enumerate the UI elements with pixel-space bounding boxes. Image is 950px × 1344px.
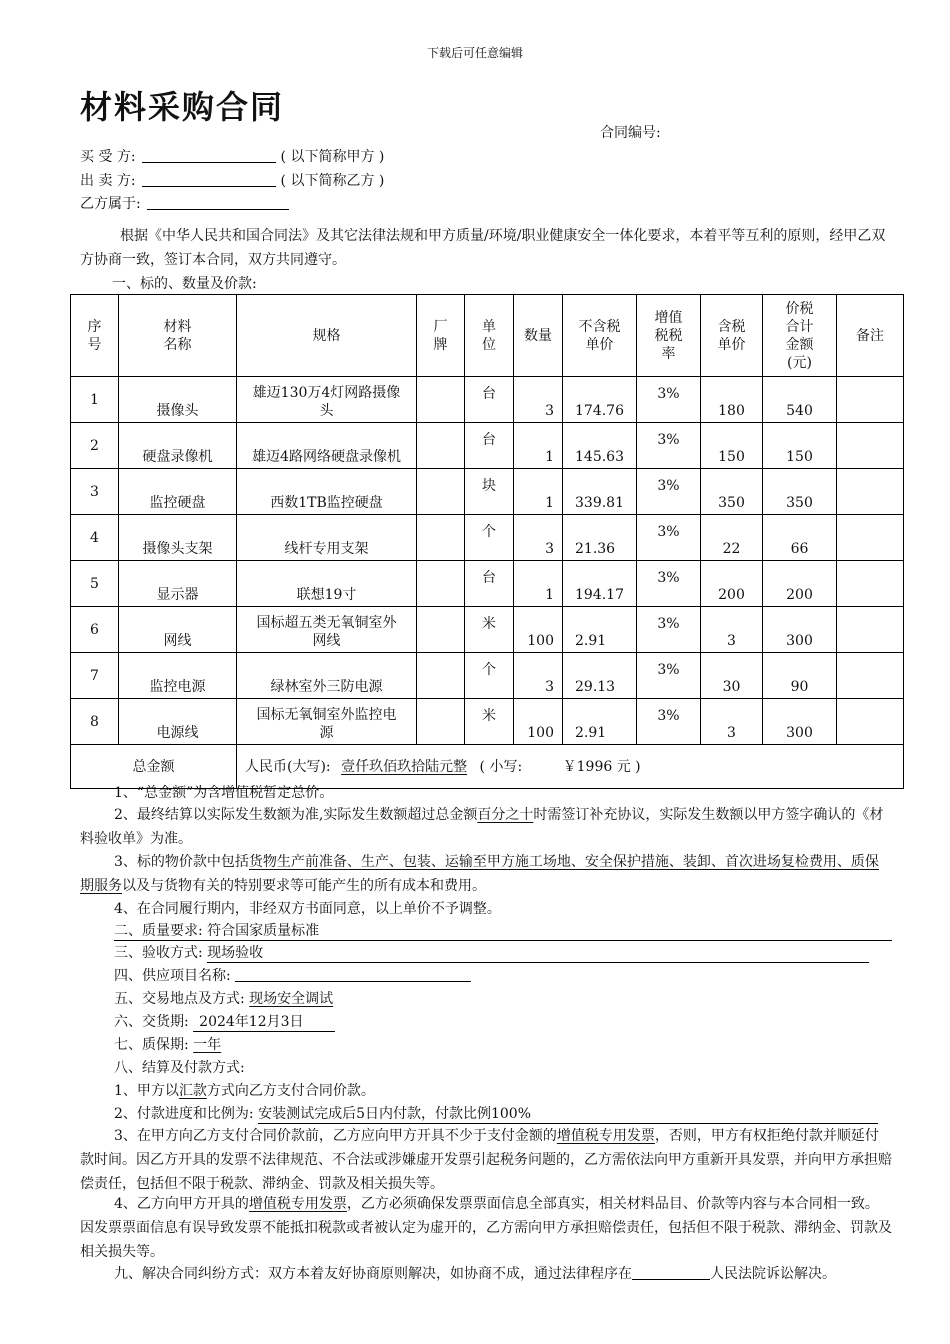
- cell-brand: [417, 561, 465, 607]
- project-blank[interactable]: [235, 967, 471, 982]
- cell-no: [71, 377, 119, 423]
- cell-unit-text: 台: [482, 386, 496, 402]
- total-label: 总金额: [71, 745, 237, 789]
- cell-total: [763, 653, 837, 699]
- cell-total-text: 66: [790, 541, 809, 557]
- cell-price-ex: [563, 699, 637, 745]
- cell-name: [119, 469, 237, 515]
- cell-total-text: 300: [786, 725, 813, 741]
- cell-spec: [237, 607, 417, 653]
- delivery-line: [114, 1013, 335, 1032]
- table-row: [71, 699, 904, 745]
- cell-name: [119, 653, 237, 699]
- cell-price-ex: [563, 607, 637, 653]
- cell-no-text: 4: [90, 529, 99, 546]
- cell-qty-text: 3: [545, 541, 554, 557]
- cell-unit: [465, 377, 514, 423]
- cell-unit-text: 台: [482, 432, 496, 448]
- cell-price-inc-text: 3: [727, 633, 736, 649]
- belongs-line: [80, 195, 289, 213]
- cell-spec: [237, 515, 417, 561]
- cell-price-inc-text: 180: [718, 403, 745, 419]
- cell-qty: [514, 515, 563, 561]
- cell-vat-text: 3%: [657, 708, 680, 724]
- cell-spec: [237, 699, 417, 745]
- payment-schedule: 安装测试完成后5日内付款，付款比例100%: [258, 1106, 532, 1122]
- cell-qty: [514, 607, 563, 653]
- payment-3: 3、在甲方向乙方支付合同价款前，乙方应向甲方开具不少于支付金额的增值税专用发票，否则，甲方有权拒绝付款并顺延付款时间。因乙方开具的发票不法律规范、不合法或涉嫌虚开发票引起税务问题的，乙方需依法向甲方重新开具发票，并向甲方承担赔偿责任，包括但不限于税款、滞纳金、罚款及相关损失等。: [80, 1128, 892, 1192]
- cell-brand: [417, 653, 465, 699]
- cell-price-inc-text: 3: [727, 725, 736, 741]
- warranty-value: 一年: [193, 1037, 222, 1053]
- cell-total-text: 200: [786, 587, 813, 603]
- cell-brand: [417, 423, 465, 469]
- quality-value: 符合国家质量标准: [207, 923, 320, 939]
- header-total: 价税合计金额(元): [763, 295, 837, 377]
- cell-spec: [237, 377, 417, 423]
- payment-2: 2、付款进度和比例为: 安装测试完成后5日内付款，付款比例100%: [114, 1105, 878, 1124]
- total-upper: 壹仟玖佰玖拾陆元整: [341, 758, 468, 775]
- payment-4: 4、乙方向甲方开具的增值税专用发票，乙方必须确保发票票面信息全部真实，相关材料品目、价款等内容与本合同相一致。因发票票面信息有误导致发票不能抵扣税款或者被认定为虚开的，乙方需向甲方承担赔偿责任，包括但不限于税款、滞纳金、罚款及相关损失等。: [80, 1196, 892, 1260]
- section-1-title: 一、标的、数量及价款:: [112, 276, 257, 292]
- cell-price-inc: [701, 607, 763, 653]
- delivery-value: 2024年12月3日: [199, 1014, 304, 1030]
- cell-name-text: 摄像头: [156, 403, 199, 419]
- table-row: [71, 653, 904, 699]
- cell-spec-text: 国标无氧铜室外监控电源: [256, 707, 397, 741]
- clause-3-included: 货物生产前准备、生产、包装、运输至甲方施工场地、安全保护措施、装卸、首次进场复检费用、质保期服务: [80, 854, 879, 894]
- cell-price-ex-text: 29.13: [575, 679, 616, 695]
- total-small-label: ( 小写:: [479, 758, 523, 775]
- warranty-line: [114, 1036, 221, 1054]
- cell-vat-text: 3%: [657, 478, 680, 494]
- cell-unit: [465, 423, 514, 469]
- header-remark: 备注: [837, 295, 904, 377]
- cell-spec-text: 雄迈130万4灯网路摄像头: [252, 385, 401, 419]
- cell-vat: [637, 469, 701, 515]
- cell-remark: [837, 607, 904, 653]
- cell-qty: [514, 561, 563, 607]
- cell-name-text: 电源线: [156, 725, 199, 741]
- table-row: [71, 423, 904, 469]
- cell-vat: [637, 699, 701, 745]
- cell-no: [71, 423, 119, 469]
- cell-name: [119, 377, 237, 423]
- table-row: [71, 607, 904, 653]
- cell-qty-text: 3: [545, 403, 554, 419]
- cell-name: [119, 515, 237, 561]
- cell-vat: [637, 423, 701, 469]
- cell-spec-text: 雄迈4路网络硬盘录像机: [252, 449, 401, 465]
- cell-qty-text: 1: [545, 495, 554, 511]
- court-blank[interactable]: [632, 1265, 710, 1280]
- project-label: 四、供应项目名称:: [114, 968, 231, 984]
- table-row: [71, 469, 904, 515]
- cell-price-inc-text: 30: [722, 679, 741, 695]
- cell-total: [763, 377, 837, 423]
- header-vat: 增值税税率: [637, 295, 701, 377]
- accept-value: 现场验收: [207, 945, 264, 961]
- table-row: [71, 561, 904, 607]
- cell-name: [119, 423, 237, 469]
- accept-line: [114, 944, 892, 963]
- cell-name-text: 监控电源: [149, 679, 206, 695]
- header-name: 材料名称: [119, 295, 237, 377]
- cell-remark: [837, 515, 904, 561]
- cell-price-inc-text: 350: [718, 495, 745, 511]
- cell-unit: [465, 469, 514, 515]
- buyer-blank[interactable]: [142, 148, 276, 163]
- cell-total: [763, 515, 837, 561]
- cell-total: [763, 607, 837, 653]
- cell-name-text: 网线: [163, 633, 192, 649]
- accept-label: 三、验收方式:: [114, 945, 203, 961]
- cell-vat-text: 3%: [657, 524, 680, 540]
- cell-remark: [837, 423, 904, 469]
- cell-price-ex-text: 194.17: [575, 587, 624, 603]
- cell-no-text: 8: [90, 713, 99, 730]
- cell-price-inc: [701, 699, 763, 745]
- cell-price-ex-text: 174.76: [575, 403, 624, 419]
- place-line: [114, 990, 333, 1008]
- cell-no: [71, 653, 119, 699]
- cell-price-ex-text: 2.91: [575, 633, 607, 649]
- cell-price-ex: [563, 653, 637, 699]
- cell-no: [71, 699, 119, 745]
- cell-vat: [637, 515, 701, 561]
- cell-price-ex-text: 2.91: [575, 725, 607, 741]
- cell-brand: [417, 699, 465, 745]
- cell-name-text: 硬盘录像机: [142, 449, 213, 465]
- seller-note: ( 以下简称乙方 ): [280, 173, 385, 189]
- buyer-line: [80, 148, 384, 166]
- cell-name: [119, 607, 237, 653]
- quality-line: [114, 922, 892, 941]
- cell-qty-text: 1: [545, 449, 554, 465]
- cell-total-text: 540: [786, 403, 813, 419]
- cell-brand: [417, 469, 465, 515]
- cell-unit-text: 个: [482, 524, 496, 540]
- cell-spec-text: 国标超五类无氧铜室外网线: [256, 615, 397, 649]
- clause-4: 4、在合同履行期内，非经双方书面同意，以上单价不予调整。: [114, 901, 501, 917]
- table-row: [71, 515, 904, 561]
- header-brand: 厂牌: [417, 295, 465, 377]
- cell-qty: [514, 377, 563, 423]
- table-header-row: [71, 295, 904, 377]
- cell-price-inc: [701, 653, 763, 699]
- header-price-inc: 含税单价: [701, 295, 763, 377]
- cell-unit-text: 米: [482, 708, 496, 724]
- cell-qty-text: 100: [527, 725, 554, 741]
- cell-price-inc: [701, 377, 763, 423]
- clause-2: 2、最终结算以实际发生数额为准,实际发生数额超过总金额百分之十时需签订补充协议，实际发生数额以甲方签字确认的《材料验收单》为准。: [80, 807, 884, 847]
- cell-price-inc: [701, 423, 763, 469]
- cell-total-text: 350: [786, 495, 813, 511]
- cell-qty: [514, 653, 563, 699]
- cell-price-ex: [563, 377, 637, 423]
- cell-unit: [465, 699, 514, 745]
- header-note: 下载后可任意编辑: [426, 46, 523, 60]
- invoice-type-2: 增值税专用发票: [248, 1196, 347, 1212]
- cell-vat: [637, 377, 701, 423]
- seller-line: [80, 172, 384, 190]
- cell-name: [119, 699, 237, 745]
- cell-remark: [837, 469, 904, 515]
- cell-no: [71, 469, 119, 515]
- cell-spec: [237, 561, 417, 607]
- place-value: 现场安全调试: [249, 991, 334, 1007]
- cell-no-text: 6: [90, 621, 99, 638]
- cell-price-ex-text: 145.63: [575, 449, 624, 465]
- cell-unit-text: 块: [482, 478, 496, 494]
- place-label: 五、交易地点及方式:: [114, 991, 245, 1007]
- cell-price-inc: [701, 515, 763, 561]
- cell-vat-text: 3%: [657, 616, 680, 632]
- cell-no-text: 7: [90, 667, 99, 684]
- cell-total: [763, 423, 837, 469]
- cell-unit-text: 台: [482, 570, 496, 586]
- cell-qty-text: 100: [527, 633, 554, 649]
- items-table: [70, 294, 904, 789]
- cell-no-text: 5: [90, 575, 99, 592]
- cell-vat-text: 3%: [657, 570, 680, 586]
- cell-total-text: 90: [790, 679, 809, 695]
- cell-no: [71, 561, 119, 607]
- page-title: 材料采购合同: [80, 88, 285, 126]
- cell-total: [763, 699, 837, 745]
- cell-price-ex: [563, 469, 637, 515]
- invoice-type-1: 增值税专用发票: [556, 1128, 655, 1144]
- cell-price-inc: [701, 469, 763, 515]
- cell-name-text: 显示器: [156, 587, 199, 603]
- cell-vat: [637, 607, 701, 653]
- cell-no: [71, 607, 119, 653]
- cell-remark: [837, 699, 904, 745]
- cell-name: [119, 561, 237, 607]
- cell-brand: [417, 377, 465, 423]
- cell-vat: [637, 561, 701, 607]
- cell-spec: [237, 423, 417, 469]
- cell-qty: [514, 699, 563, 745]
- cell-vat-text: 3%: [657, 386, 680, 402]
- cell-price-inc-text: 200: [718, 587, 745, 603]
- contract-number-label: 合同编号:: [600, 125, 661, 141]
- payment-method: 汇款: [178, 1083, 207, 1099]
- cell-unit: [465, 653, 514, 699]
- cell-spec-text: 联想19寸: [296, 587, 357, 603]
- intro-paragraph: 根据《中华人民共和国合同法》及其它法律法规和甲方质量/环境/职业健康安全一体化要求，本着平等互利的原则，经甲乙双方协商一致，签订本合同，双方共同遵守。: [80, 228, 886, 268]
- cell-total-text: 300: [786, 633, 813, 649]
- header-qty: 数量: [514, 295, 563, 377]
- cell-total-text: 150: [786, 449, 813, 465]
- cell-no-text: 1: [90, 391, 99, 408]
- cell-spec-text: 线杆专用支架: [284, 541, 369, 557]
- cell-vat: [637, 653, 701, 699]
- buyer-note: ( 以下简称甲方 ): [280, 149, 385, 165]
- cell-price-ex-text: 21.36: [575, 541, 616, 557]
- cell-spec-text: 西数1TB监控硬盘: [270, 495, 383, 511]
- header-price-ex: 不含税单价: [563, 295, 637, 377]
- cell-no-text: 3: [90, 483, 99, 500]
- cell-price-ex: [563, 561, 637, 607]
- project-line: [114, 967, 471, 985]
- cell-name-text: 摄像头支架: [142, 541, 213, 557]
- cell-vat-text: 3%: [657, 432, 680, 448]
- cell-qty: [514, 469, 563, 515]
- header-unit: 单位: [465, 295, 514, 377]
- total-small-value: ￥1996 元 ): [562, 758, 641, 775]
- cell-price-ex: [563, 423, 637, 469]
- total-prefix: 人民币(大写):: [245, 758, 331, 775]
- cell-spec: [237, 469, 417, 515]
- seller-blank[interactable]: [142, 172, 276, 187]
- cell-no: [71, 515, 119, 561]
- clause-3: 3、标的物价款中包括货物生产前准备、生产、包装、运输至甲方施工场地、安全保护措施、装卸、首次进场复检费用、质保期服务以及与货物有关的特别要求等可能产生的所有成本和费用。: [80, 854, 879, 894]
- cell-remark: [837, 653, 904, 699]
- cell-no-text: 2: [90, 437, 99, 454]
- belongs-label: 乙方属于:: [80, 196, 141, 212]
- cell-remark: [837, 377, 904, 423]
- cell-spec-text: 绿林室外三防电源: [270, 679, 383, 695]
- cell-unit-text: 米: [482, 616, 496, 632]
- quality-label: 二、质量要求:: [114, 923, 203, 939]
- cell-name-text: 监控硬盘: [149, 495, 206, 511]
- cell-total: [763, 561, 837, 607]
- cell-unit-text: 个: [482, 662, 496, 678]
- buyer-label: 买 受 方:: [80, 149, 136, 165]
- clause-2-threshold: 百分之十: [477, 807, 534, 823]
- cell-qty: [514, 423, 563, 469]
- payment-1: 1、甲方以汇款方式向乙方支付合同价款。: [114, 1083, 375, 1099]
- cell-price-inc-text: 150: [718, 449, 745, 465]
- settlement-title: 八、结算及付款方式:: [114, 1060, 245, 1076]
- seller-label: 出 卖 方:: [80, 173, 136, 189]
- header-no: 序号: [71, 295, 119, 377]
- dispute-clause: 九、解决合同纠纷方式：双方本着友好协商原则解决，如协商不成，通过法律程序在 人民法院诉讼解决。: [114, 1266, 836, 1282]
- warranty-label: 七、质保期:: [114, 1037, 189, 1053]
- cell-vat-text: 3%: [657, 662, 680, 678]
- cell-price-ex: [563, 515, 637, 561]
- cell-remark: [837, 561, 904, 607]
- header-spec: 规格: [237, 295, 417, 377]
- table-row: [71, 377, 904, 423]
- cell-price-inc-text: 22: [722, 541, 741, 557]
- cell-qty-text: 1: [545, 587, 554, 603]
- cell-unit: [465, 607, 514, 653]
- belongs-blank[interactable]: [147, 195, 289, 210]
- cell-unit: [465, 561, 514, 607]
- cell-qty-text: 3: [545, 679, 554, 695]
- cell-spec: [237, 653, 417, 699]
- cell-brand: [417, 515, 465, 561]
- cell-price-inc: [701, 561, 763, 607]
- cell-unit: [465, 515, 514, 561]
- delivery-label: 六、交货期:: [114, 1014, 189, 1030]
- cell-price-ex-text: 339.81: [575, 495, 624, 511]
- cell-brand: [417, 607, 465, 653]
- clause-1: 1、“总金额”为含增值税暂定总价。: [114, 785, 334, 801]
- cell-total: [763, 469, 837, 515]
